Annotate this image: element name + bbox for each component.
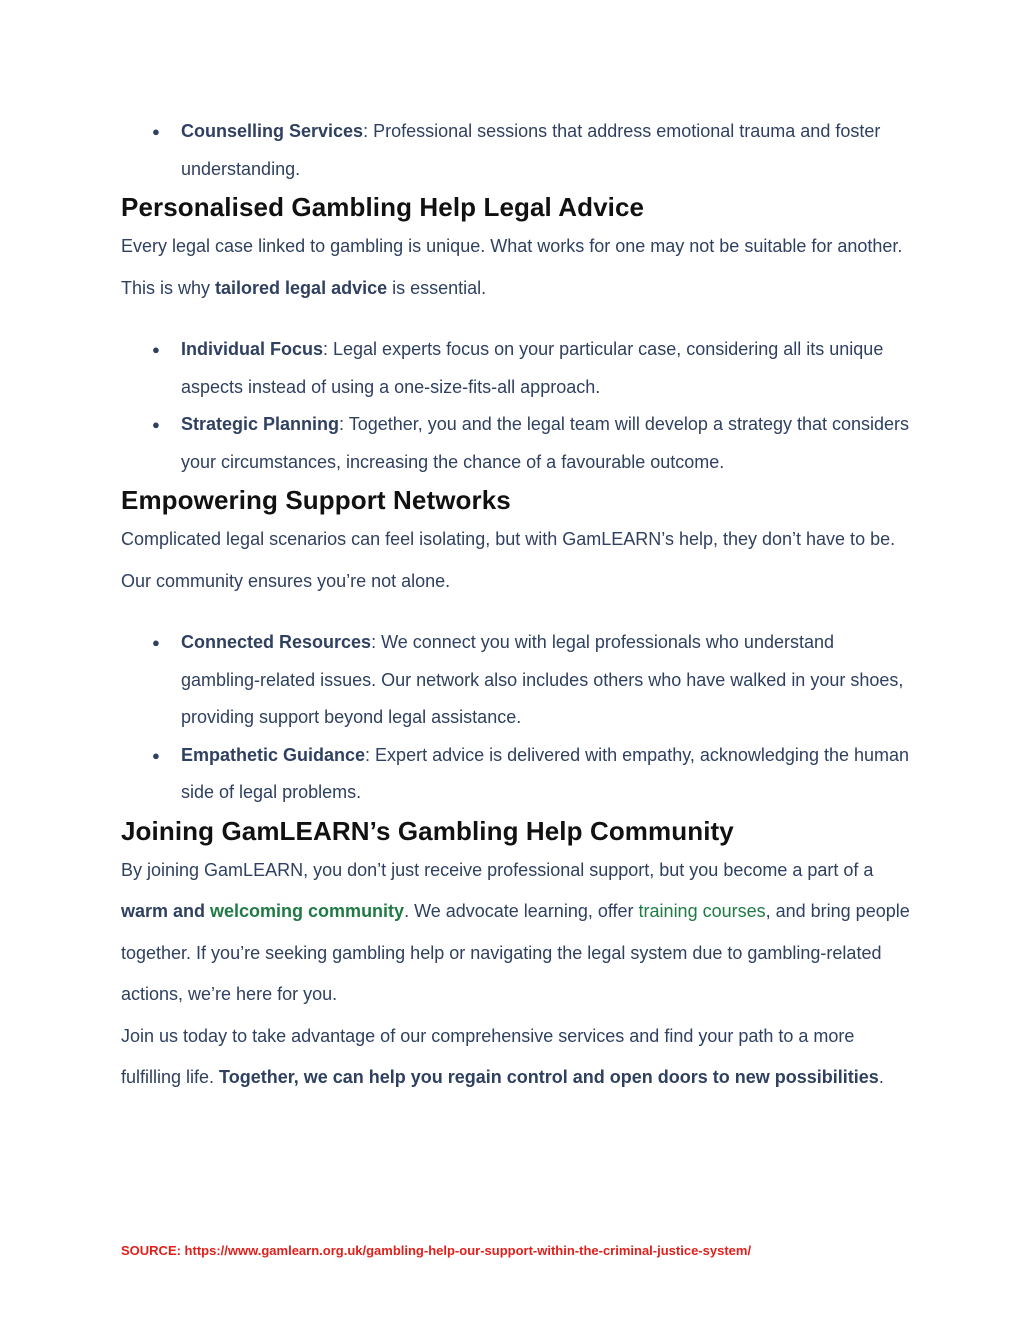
section-paragraph: Complicated legal scenarios can feel isolating, but with GamLEARN’s help, they don’t have to be. Our community ensures you’re not alone. [121,529,896,591]
list-item [121,331,911,406]
bullet-list [121,331,911,481]
bullet-term: Connected Resources [181,632,372,652]
bullet-icon: ● [152,635,160,650]
section-heading: Empowering Support Networks [121,485,511,515]
bullet-icon: ● [152,747,160,763]
paragraph-text: . We advocate learning, offer [404,901,639,921]
community-link[interactable]: welcoming community [210,901,405,921]
section-paragraph [121,1016,911,1099]
training-courses-link[interactable]: training courses [638,901,766,921]
document-body [121,113,911,1099]
bullet-icon: ● [152,124,160,139]
bullet-list [121,624,911,812]
emphasis-text: Together, we can help you regain control and open doors to new possibilities [219,1067,879,1087]
section-heading: Joining GamLEARN’s Gambling Help Community [121,815,734,846]
bullet-icon: ● [152,342,160,357]
emphasis-text: warm and [121,901,211,921]
intro-bullet-list [121,113,911,188]
paragraph-text: . [878,1067,884,1087]
list-item [121,406,911,481]
list-item [121,113,911,188]
source-link[interactable]: SOURCE: https://www.gamlearn.org.uk/gambling-help-our-support-within-the-criminal-justice-system/ [121,1243,752,1258]
section-heading: Personalised Gambling Help Legal Advice [121,192,645,222]
bullet-icon: ● [152,417,160,432]
bullet-term: Strategic Planning [181,414,340,434]
bullet-text: : Expert advice is delivered with empathy, acknowledging the human side of legal problems. [181,744,910,802]
list-item [121,737,911,812]
bullet-text: : We connect you with legal professionals who understand gambling-related issues. Our network also includes others who have walked in your shoes, providing support beyond legal assistance. [181,632,904,727]
bullet-text: : Legal experts focus on your particular case, considering all its unique aspects instead of using a one-size-fits-all approach. [181,339,884,397]
bullet-text: : Together, you and the legal team will develop a strategy that considers your circumstances, increasing the chance of a favourable outcome. [181,414,910,472]
paragraph-text: is essential. [387,277,487,298]
list-item [121,624,911,737]
paragraph-text: , and bring people together. If you’re seeking gambling help or navigating the legal system due to gambling-related actions, we’re here for you. [121,901,910,1004]
bullet-text: : Professional sessions that address emotional trauma and foster understanding. [181,121,881,179]
paragraph-text: By joining GamLEARN, you don’t just receive professional support, but you become a part of a [121,859,874,880]
bullet-term: Counselling Services [181,121,364,141]
bullet-term: Individual Focus [181,339,324,359]
paragraph-text: Join us today to take advantage of our comprehensive services and find your path to a more fulfilling life. [121,1025,855,1087]
section-paragraph [121,850,911,1016]
paragraph-text: Every legal case linked to gambling is unique. What works for one may not be suitable for another. This is why [121,236,903,298]
emphasis-text: tailored legal advice [215,277,388,298]
bullet-term: Empathetic Guidance [181,744,366,765]
section-paragraph [121,226,911,309]
